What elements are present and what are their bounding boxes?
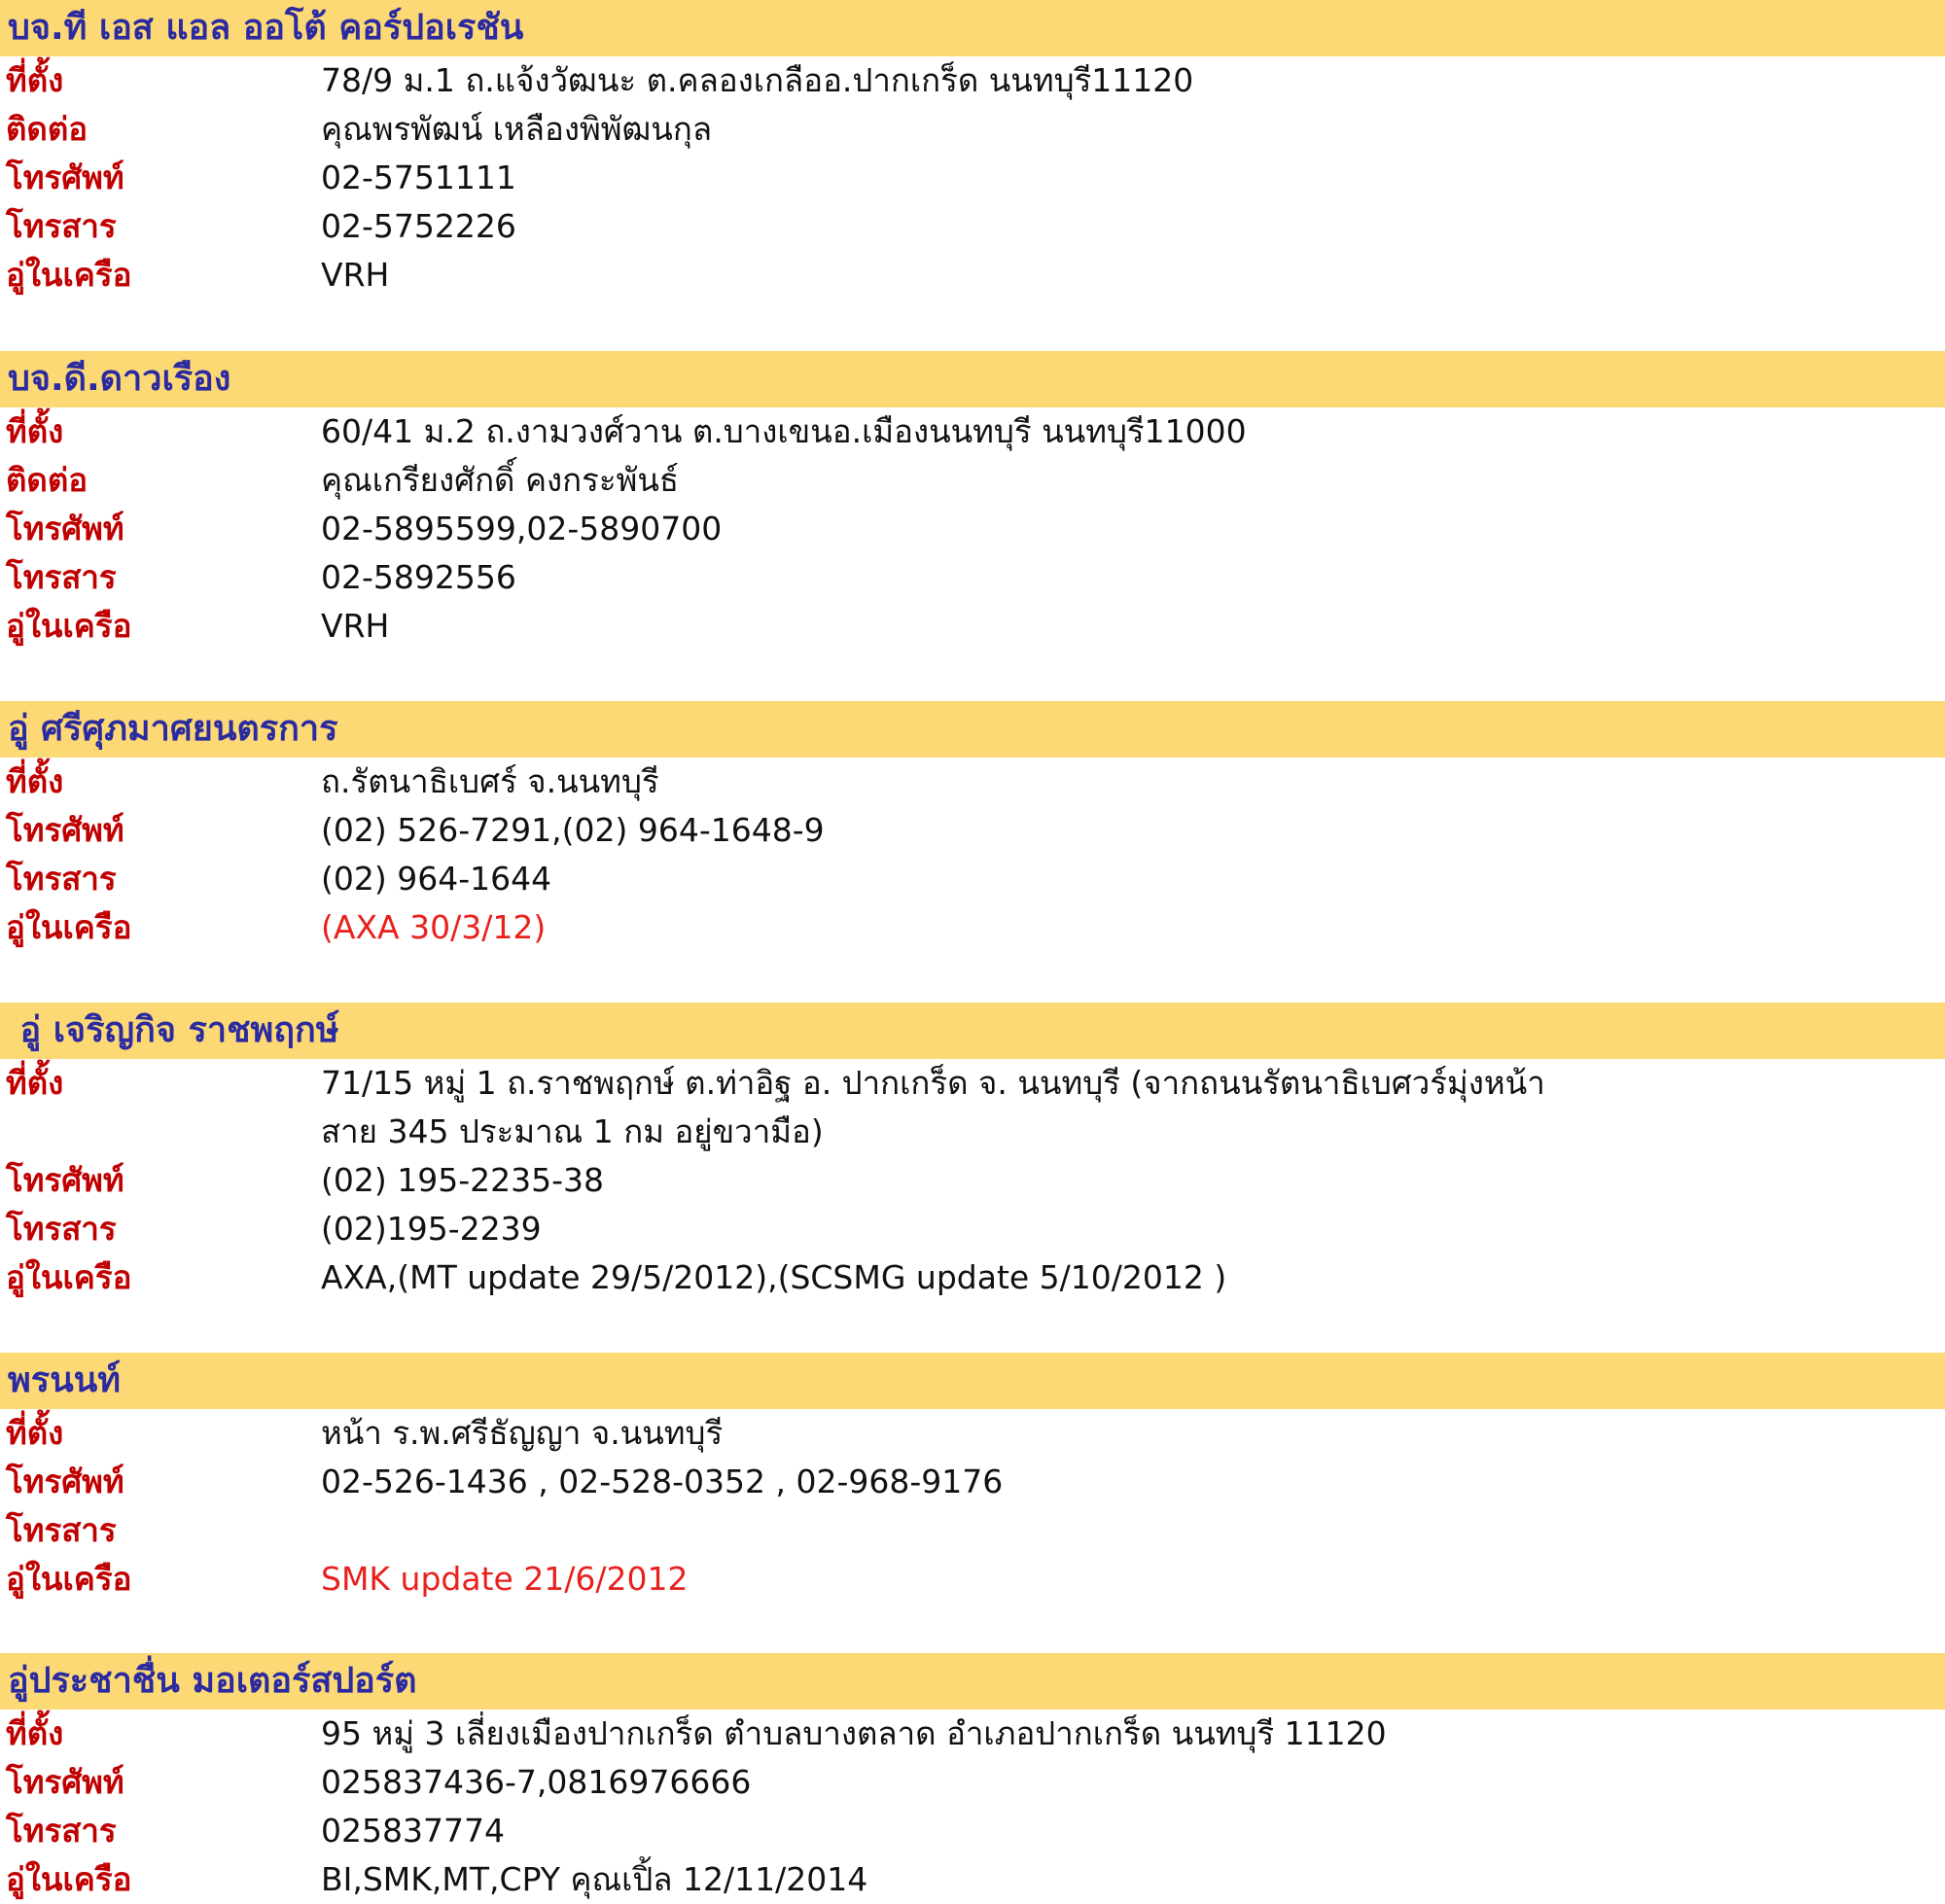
phone-row — [0, 505, 1945, 553]
location-value: หน้า ร.พ.ศรีธัญญา จ.นนทบุรี — [321, 1414, 724, 1452]
network-row — [0, 251, 1945, 300]
phone-row — [0, 1458, 1945, 1506]
fax-row — [0, 1506, 1945, 1555]
phone-value: 02-526-1436 , 02-528-0352 , 02-968-9176 — [321, 1463, 1004, 1500]
phone-label: โทรศัพท์ — [6, 159, 124, 196]
fax-value: 02-5892556 — [321, 558, 516, 596]
fax-label: โทรสาร — [6, 1511, 117, 1549]
phone-value: (02) 195-2235-38 — [321, 1161, 605, 1199]
network-row — [0, 1555, 1945, 1604]
location-label: ที่ตั้ง — [6, 61, 64, 99]
fax-value: 025837774 — [321, 1812, 505, 1850]
network-row — [0, 1253, 1945, 1302]
fax-row — [0, 1205, 1945, 1253]
network-value: VRH — [321, 607, 390, 645]
garage-entry — [0, 0, 1945, 300]
location-row — [0, 758, 1945, 806]
fax-label: โทรสาร — [6, 860, 117, 898]
network-label: อู่ในเครือ — [6, 607, 132, 645]
entry-fields — [0, 1710, 1945, 1904]
entry-fields — [0, 758, 1945, 952]
entry-fields — [0, 1409, 1945, 1604]
network-label: อู่ในเครือ — [6, 1258, 132, 1296]
fax-row — [0, 202, 1945, 251]
location-row — [0, 1409, 1945, 1458]
phone-value: 02-5895599,02-5890700 — [321, 510, 723, 547]
network-label: อู่ในเครือ — [6, 1560, 132, 1598]
network-label: อู่ในเครือ — [6, 256, 132, 294]
network-label: อู่ในเครือ — [6, 1860, 132, 1898]
phone-label: โทรศัพท์ — [6, 1161, 124, 1199]
phone-row — [0, 806, 1945, 855]
entry-header — [0, 1653, 1945, 1710]
network-value: VRH — [321, 256, 390, 294]
location-value: ถ.รัตนาธิเบศร์ จ.นนทบุรี — [321, 762, 659, 800]
fax-row — [0, 553, 1945, 602]
location-row — [0, 1059, 1945, 1156]
fax-value: 02-5752226 — [321, 207, 516, 245]
location-label: ที่ตั้ง — [6, 1064, 64, 1102]
phone-value: 02-5751111 — [321, 159, 516, 196]
phone-label: โทรศัพท์ — [6, 811, 124, 849]
location-value: 78/9 ม.1 ถ.แจ้งวัฒนะ ต.คลองเกลืออ.ปากเกร็ด นนทบุรี11120 — [321, 61, 1194, 99]
location-label: ที่ตั้ง — [6, 412, 64, 450]
phone-label: โทรศัพท์ — [6, 510, 124, 547]
entry-name: อู่ เจริญกิจ ราชพฤกษ์ — [8, 1010, 339, 1050]
garage-entry — [0, 1353, 1945, 1604]
location-value: 60/41 ม.2 ถ.งามวงศ์วาน ต.บางเขนอ.เมืองนนทบุรี นนทบุรี11000 — [321, 412, 1247, 450]
garage-entry — [0, 1653, 1945, 1904]
contact-label: ติดต่อ — [6, 461, 88, 499]
fax-label: โทรสาร — [6, 558, 117, 596]
network-row — [0, 1855, 1945, 1904]
network-row — [0, 602, 1945, 651]
entry-header — [0, 1353, 1945, 1409]
phone-row — [0, 1758, 1945, 1807]
phone-row — [0, 1156, 1945, 1205]
phone-value: (02) 526-7291,(02) 964-1648-9 — [321, 811, 825, 849]
entry-header — [0, 701, 1945, 758]
network-value: BI,SMK,MT,CPY คุณเปิ้ล 12/11/2014 — [321, 1860, 868, 1898]
entry-name: อู่ประชาชื่น มอเตอร์สปอร์ต — [8, 1661, 417, 1701]
network-value: AXA,(MT update 29/5/2012),(SCSMG update 5/10/2012 ) — [321, 1258, 1227, 1296]
contact-row — [0, 105, 1945, 154]
fax-label: โทรสาร — [6, 1812, 117, 1850]
contact-label: ติดต่อ — [6, 110, 88, 148]
location-label: ที่ตั้ง — [6, 762, 64, 800]
phone-value: 025837436-7,0816976666 — [321, 1763, 752, 1801]
location-value: 71/15 หมู่ 1 ถ.ราชพฤกษ์ ต.ท่าอิฐ อ. ปากเกร็ด จ. นนทบุรี (จากถนนรัตนาธิเบศวร์มุ่งหน้า สาย 345 ประมาณ 1 กม อยู่ขวามือ) — [321, 1064, 1545, 1150]
location-row — [0, 407, 1945, 456]
entry-name: อู่ ศรีศุภมาศยนตรการ — [8, 709, 338, 749]
fax-row — [0, 1807, 1945, 1855]
location-value: 95 หมู่ 3 เลี่ยงเมืองปากเกร็ด ตำบลบางตลาด อำเภอปากเกร็ด นนทบุรี 11120 — [321, 1714, 1387, 1752]
network-value: (AXA 30/3/12) — [321, 908, 547, 946]
entry-name: บจ.ดี.ดาวเรือง — [8, 359, 231, 399]
phone-row — [0, 154, 1945, 202]
garage-entry — [0, 701, 1945, 952]
fax-value: (02)195-2239 — [321, 1210, 542, 1248]
entry-fields — [0, 1059, 1945, 1302]
entry-fields — [0, 407, 1945, 651]
phone-label: โทรศัพท์ — [6, 1463, 124, 1500]
network-label: อู่ในเครือ — [6, 908, 132, 946]
contact-value: คุณเกรียงศักดิ์ คงกระพันธ์ — [321, 461, 680, 499]
contact-row — [0, 456, 1945, 505]
entry-header — [0, 1003, 1945, 1059]
entry-fields — [0, 56, 1945, 300]
network-value: SMK update 21/6/2012 — [321, 1560, 689, 1598]
fax-label: โทรสาร — [6, 1210, 117, 1248]
fax-label: โทรสาร — [6, 207, 117, 245]
garage-entry — [0, 351, 1945, 651]
phone-label: โทรศัพท์ — [6, 1763, 124, 1801]
entry-name: บจ.ที เอส แอล ออโต้ คอร์ปอเรชัน — [8, 8, 524, 48]
garage-entry — [0, 1003, 1945, 1302]
fax-row — [0, 855, 1945, 903]
location-row — [0, 56, 1945, 105]
fax-value: (02) 964-1644 — [321, 860, 552, 898]
contact-value: คุณพรพัฒน์ เหลืองพิพัฒนกุล — [321, 110, 713, 148]
location-label: ที่ตั้ง — [6, 1714, 64, 1752]
entry-header — [0, 0, 1945, 56]
network-row — [0, 903, 1945, 952]
location-row — [0, 1710, 1945, 1758]
location-label: ที่ตั้ง — [6, 1414, 64, 1452]
entry-header — [0, 351, 1945, 407]
entry-name: พรนนท์ — [8, 1360, 122, 1400]
